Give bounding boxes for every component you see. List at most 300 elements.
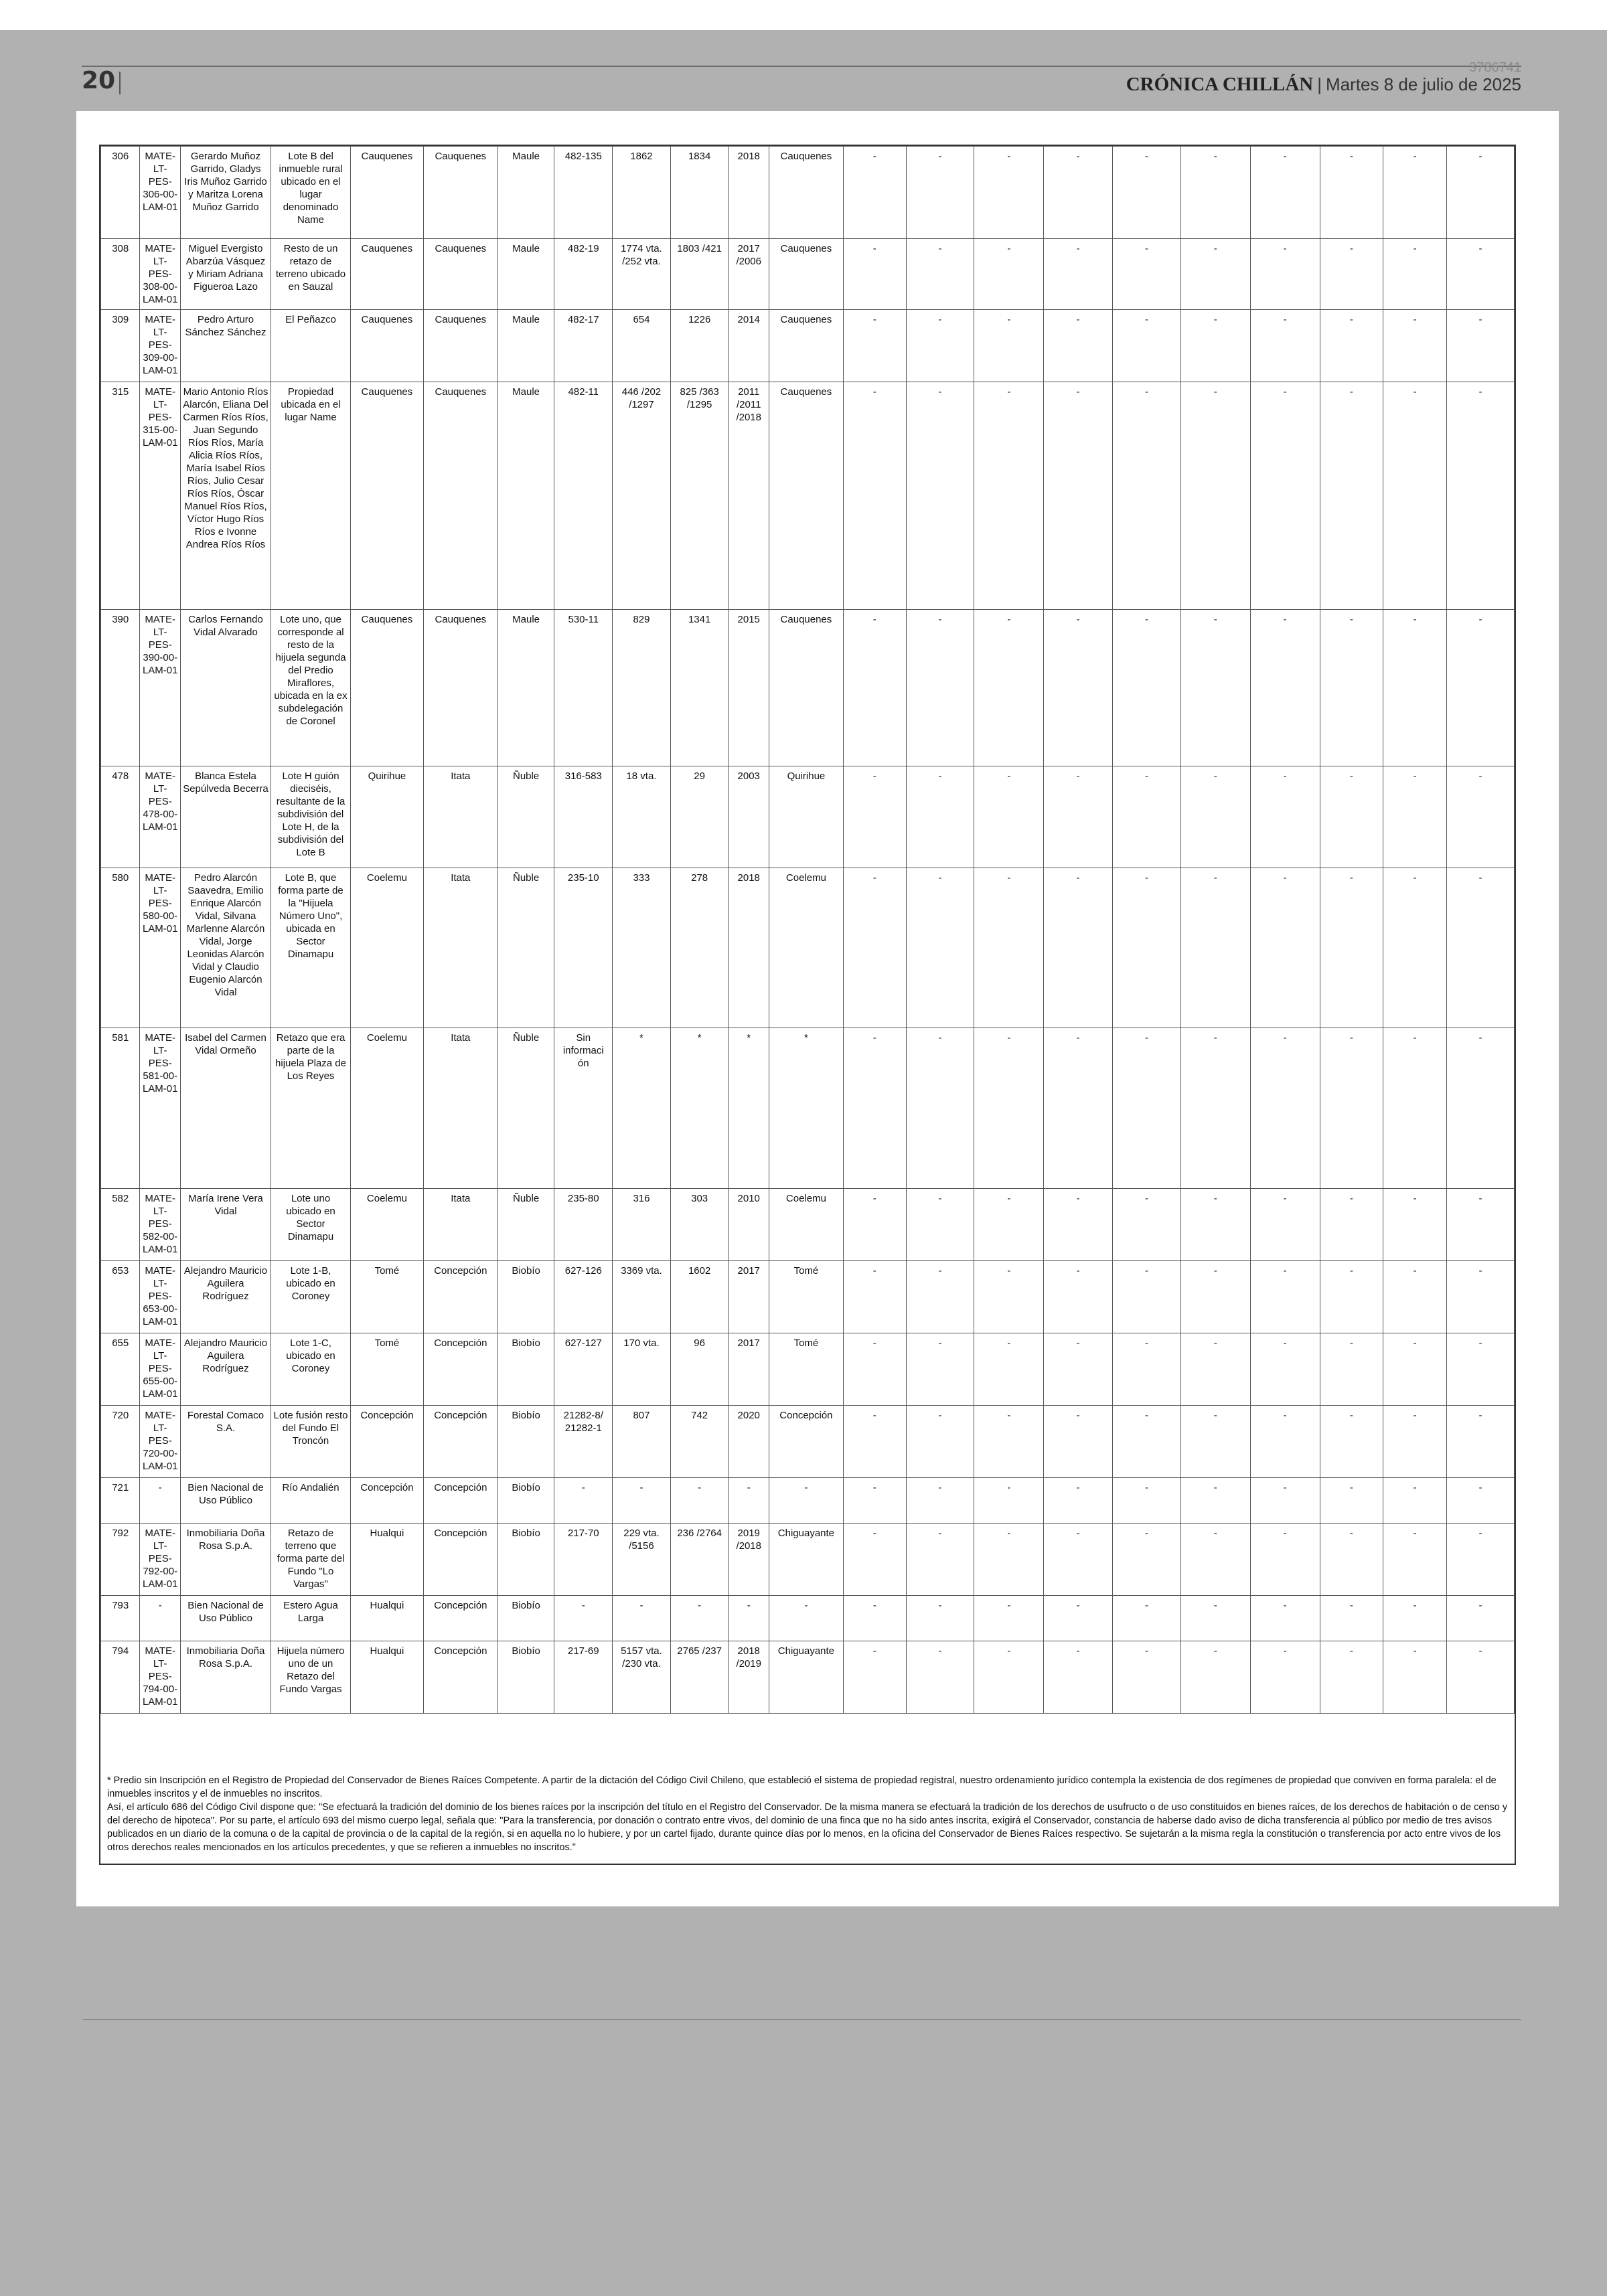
cell-number: 2765 /237: [670, 1641, 729, 1714]
cell-c19: -: [1250, 1596, 1320, 1641]
cell-c19: -: [1250, 310, 1320, 382]
cell-owner: Alejandro Mauricio Aguilera Rodríguez: [180, 1333, 271, 1406]
table-row: [101, 868, 1515, 1028]
cell-registry: Coelemu: [769, 868, 843, 1028]
cell-c20: -: [1320, 239, 1383, 310]
cell-region: Ñuble: [498, 766, 554, 868]
cell-c13: -: [843, 610, 906, 766]
cell-id: 721: [101, 1478, 140, 1524]
cell-c21: -: [1383, 239, 1447, 310]
cell-description: Retazo de terreno que forma parte del Fundo "Lo Vargas": [271, 1524, 351, 1596]
cell-c22: -: [1447, 382, 1515, 610]
cell-number: 96: [670, 1333, 729, 1406]
cell-number: *: [670, 1028, 729, 1189]
cell-region: Ñuble: [498, 1028, 554, 1189]
cell-owner: Mario Antonio Ríos Alarcón, Eliana Del Carmen Ríos Ríos, Juan Segundo Ríos Ríos, María Alicia Ríos Ríos, María Isabel Ríos Ríos, Julio Cesar Ríos Ríos, Óscar Manuel Ríos Ríos, Víctor Hugo Ríos Ríos e Ivonne Andrea Ríos Ríos: [180, 382, 271, 610]
document-code: 3786741: [1469, 60, 1521, 75]
cell-c15: -: [974, 1189, 1044, 1261]
cell-c19: -: [1250, 1641, 1320, 1714]
cell-fojas: 807: [613, 1406, 671, 1478]
cell-code: MATE-LT-PES-306-00-LAM-01: [140, 147, 180, 239]
cell-c13: -: [843, 1406, 906, 1478]
cell-c17: -: [1113, 1028, 1181, 1189]
cell-owner: Alejandro Mauricio Aguilera Rodríguez: [180, 1261, 271, 1333]
cell-role: 235-80: [554, 1189, 613, 1261]
cell-c13: -: [843, 1261, 906, 1333]
cell-c21: -: [1383, 766, 1447, 868]
cell-description: Lote uno, que corresponde al resto de la hijuela segunda del Predio Miraflores, ubicada en la ex subdelegación de Coronel: [271, 610, 351, 766]
cell-owner: Bien Nacional de Uso Público: [180, 1596, 271, 1641]
cell-c20: -: [1320, 147, 1383, 239]
cell-description: Lote 1-C, ubicado en Coroney: [271, 1333, 351, 1406]
cell-c17: -: [1113, 1524, 1181, 1596]
cell-year: 2020: [729, 1406, 769, 1478]
cell-c16: -: [1044, 310, 1113, 382]
cell-c15: -: [974, 382, 1044, 610]
cell-registry: *: [769, 1028, 843, 1189]
cell-year: 2018: [729, 868, 769, 1028]
cell-c20: -: [1320, 1478, 1383, 1524]
cell-number: 236 /2764: [670, 1524, 729, 1596]
cell-year: -: [729, 1478, 769, 1524]
cell-c19: -: [1250, 1028, 1320, 1189]
cell-code: -: [140, 1596, 180, 1641]
cell-id: 309: [101, 310, 140, 382]
cell-c21: -: [1383, 1524, 1447, 1596]
cell-c22: -: [1447, 1028, 1515, 1189]
cell-registry: Cauquenes: [769, 310, 843, 382]
cell-fojas: -: [613, 1478, 671, 1524]
cell-commune: Hualqui: [350, 1641, 423, 1714]
table-row: [101, 1641, 1515, 1714]
table-row: [101, 1596, 1515, 1641]
cell-c17: -: [1113, 610, 1181, 766]
cell-c17: -: [1113, 1189, 1181, 1261]
cell-commune: Hualqui: [350, 1596, 423, 1641]
cell-id: 306: [101, 147, 140, 239]
cell-c19: -: [1250, 1189, 1320, 1261]
bottom-rule: [83, 2019, 1521, 2020]
cell-commune: Hualqui: [350, 1524, 423, 1596]
property-table-body: [101, 147, 1515, 1714]
cell-c17: -: [1113, 1596, 1181, 1641]
cell-description: Lote B, que forma parte de la "Hijuela Número Uno", ubicada en Sector Dinamapu: [271, 868, 351, 1028]
cell-c15: -: [974, 310, 1044, 382]
newspaper-name: CRÓNICA CHILLÁN: [1126, 74, 1314, 95]
cell-c18: -: [1180, 1261, 1250, 1333]
cell-role: 482-17: [554, 310, 613, 382]
cell-c13: -: [843, 868, 906, 1028]
cell-c20: -: [1320, 610, 1383, 766]
page-number: 20: [82, 67, 116, 94]
cell-code: MATE-LT-PES-390-00-LAM-01: [140, 610, 180, 766]
cell-number: 278: [670, 868, 729, 1028]
cell-c15: -: [974, 1524, 1044, 1596]
cell-owner: María Irene Vera Vidal: [180, 1189, 271, 1261]
cell-c21: -: [1383, 1189, 1447, 1261]
cell-c16: -: [1044, 382, 1113, 610]
cell-registry: Cauquenes: [769, 610, 843, 766]
cell-c13: -: [843, 1524, 906, 1596]
cell-c15: -: [974, 147, 1044, 239]
cell-fojas: 1774 vta. /252 vta.: [613, 239, 671, 310]
cell-c20: -: [1320, 310, 1383, 382]
cell-c19: -: [1250, 147, 1320, 239]
table-row: [101, 1028, 1515, 1189]
cell-c17: -: [1113, 868, 1181, 1028]
cell-c22: -: [1447, 1333, 1515, 1406]
table-row: [101, 310, 1515, 382]
table-row: [101, 1261, 1515, 1333]
cell-description: Lote uno ubicado en Sector Dinamapu: [271, 1189, 351, 1261]
cell-year: 2018 /2019: [729, 1641, 769, 1714]
cell-role: 235-10: [554, 868, 613, 1028]
cell-c17: -: [1113, 1406, 1181, 1478]
cell-description: Resto de un retazo de terreno ubicado en Sauzal: [271, 239, 351, 310]
cell-c22: -: [1447, 1641, 1515, 1714]
cell-description: Hijuela número uno de un Retazo del Fundo Vargas: [271, 1641, 351, 1714]
cell-c18: -: [1180, 239, 1250, 310]
cell-commune: Tomé: [350, 1333, 423, 1406]
cell-number: 1602: [670, 1261, 729, 1333]
cell-c18: -: [1180, 766, 1250, 868]
cell-description: Lote B del inmueble rural ubicado en el lugar denominado Name: [271, 147, 351, 239]
cell-role: 217-70: [554, 1524, 613, 1596]
cell-year: 2010: [729, 1189, 769, 1261]
cell-c18: -: [1180, 1028, 1250, 1189]
publication-date: Martes 8 de julio de 2025: [1326, 74, 1521, 94]
cell-c14: -: [906, 766, 974, 868]
cell-c20: -: [1320, 1596, 1383, 1641]
cell-c19: -: [1250, 382, 1320, 610]
cell-region: Maule: [498, 239, 554, 310]
cell-number: 29: [670, 766, 729, 868]
cell-role: 482-19: [554, 239, 613, 310]
cell-commune: Concepción: [350, 1478, 423, 1524]
table-row: [101, 610, 1515, 766]
cell-id: 580: [101, 868, 140, 1028]
cell-id: 655: [101, 1333, 140, 1406]
cell-c14: -: [906, 610, 974, 766]
cell-registry: Cauquenes: [769, 147, 843, 239]
table-row: [101, 147, 1515, 239]
cell-role: 627-127: [554, 1333, 613, 1406]
cell-c15: -: [974, 1641, 1044, 1714]
cell-province: Concepción: [423, 1524, 498, 1596]
cell-fojas: 829: [613, 610, 671, 766]
table-row: [101, 766, 1515, 868]
cell-c20: -: [1320, 766, 1383, 868]
page-sheet: [76, 111, 1559, 1906]
cell-province: Concepción: [423, 1641, 498, 1714]
cell-region: Biobío: [498, 1641, 554, 1714]
cell-c15: -: [974, 1406, 1044, 1478]
page-number-divider: [119, 72, 121, 94]
cell-c17: -: [1113, 239, 1181, 310]
cell-c19: -: [1250, 1333, 1320, 1406]
cell-year: 2017 /2006: [729, 239, 769, 310]
cell-number: 1341: [670, 610, 729, 766]
cell-owner: Inmobiliaria Doña Rosa S.p.A.: [180, 1524, 271, 1596]
cell-c16: -: [1044, 1524, 1113, 1596]
cell-year: 2019 /2018: [729, 1524, 769, 1596]
cell-fojas: -: [613, 1596, 671, 1641]
cell-c21: -: [1383, 1028, 1447, 1189]
cell-c20: -: [1320, 382, 1383, 610]
cell-number: 303: [670, 1189, 729, 1261]
cell-c21: -: [1383, 147, 1447, 239]
cell-c14: -: [906, 1641, 974, 1714]
cell-commune: Cauquenes: [350, 610, 423, 766]
cell-code: MATE-LT-PES-792-00-LAM-01: [140, 1524, 180, 1596]
cell-id: 478: [101, 766, 140, 868]
cell-commune: Coelemu: [350, 1028, 423, 1189]
cell-province: Cauquenes: [423, 382, 498, 610]
cell-c13: -: [843, 1189, 906, 1261]
cell-fojas: 229 vta. /5156: [613, 1524, 671, 1596]
cell-role: 217-69: [554, 1641, 613, 1714]
cell-province: Concepción: [423, 1406, 498, 1478]
cell-c21: -: [1383, 1406, 1447, 1478]
cell-region: Ñuble: [498, 1189, 554, 1261]
cell-c22: -: [1447, 1261, 1515, 1333]
cell-code: MATE-LT-PES-315-00-LAM-01: [140, 382, 180, 610]
cell-commune: Tomé: [350, 1261, 423, 1333]
cell-region: Maule: [498, 610, 554, 766]
cell-province: Itata: [423, 766, 498, 868]
cell-year: 2015: [729, 610, 769, 766]
cell-c16: -: [1044, 868, 1113, 1028]
cell-c13: -: [843, 382, 906, 610]
cell-c14: -: [906, 310, 974, 382]
cell-year: *: [729, 1028, 769, 1189]
cell-c20: -: [1320, 1406, 1383, 1478]
cell-c17: -: [1113, 1333, 1181, 1406]
cell-c13: -: [843, 310, 906, 382]
cell-id: 720: [101, 1406, 140, 1478]
cell-province: Cauquenes: [423, 310, 498, 382]
cell-c15: -: [974, 868, 1044, 1028]
cell-registry: Tomé: [769, 1261, 843, 1333]
cell-c21: -: [1383, 1641, 1447, 1714]
cell-description: Estero Agua Larga: [271, 1596, 351, 1641]
cell-c16: -: [1044, 147, 1113, 239]
cell-c13: -: [843, 147, 906, 239]
cell-owner: Pedro Alarcón Saavedra, Emilio Enrique Alarcón Vidal, Silvana Marlenne Alarcón Vidal, Jorge Leonidas Alarcón Vidal y Claudio Eugenio Alarcón Vidal: [180, 868, 271, 1028]
cell-c20: -: [1320, 1333, 1383, 1406]
cell-number: 742: [670, 1406, 729, 1478]
cell-code: MATE-LT-PES-308-00-LAM-01: [140, 239, 180, 310]
cell-c14: -: [906, 239, 974, 310]
cell-c17: -: [1113, 1641, 1181, 1714]
cell-fojas: 1862: [613, 147, 671, 239]
cell-c16: -: [1044, 1478, 1113, 1524]
cell-c19: -: [1250, 766, 1320, 868]
cell-number: 1226: [670, 310, 729, 382]
cell-fojas: 170 vta.: [613, 1333, 671, 1406]
cell-c16: -: [1044, 239, 1113, 310]
cell-province: Itata: [423, 1028, 498, 1189]
masthead: [1126, 74, 1521, 96]
cell-number: -: [670, 1596, 729, 1641]
cell-region: Biobío: [498, 1333, 554, 1406]
cell-c17: -: [1113, 1478, 1181, 1524]
cell-province: Concepción: [423, 1478, 498, 1524]
cell-commune: Quirihue: [350, 766, 423, 868]
cell-c15: -: [974, 1333, 1044, 1406]
cell-role: -: [554, 1596, 613, 1641]
cell-region: Maule: [498, 382, 554, 610]
cell-c20: -: [1320, 1261, 1383, 1333]
cell-region: Biobío: [498, 1478, 554, 1524]
cell-description: Propiedad ubicada en el lugar Name: [271, 382, 351, 610]
masthead-separator: |: [1317, 74, 1322, 94]
cell-id: 581: [101, 1028, 140, 1189]
cell-c14: -: [906, 1596, 974, 1641]
cell-registry: Cauquenes: [769, 239, 843, 310]
cell-fojas: *: [613, 1028, 671, 1189]
cell-commune: Cauquenes: [350, 147, 423, 239]
cell-c18: -: [1180, 1406, 1250, 1478]
cell-c22: -: [1447, 1596, 1515, 1641]
cell-c22: -: [1447, 1189, 1515, 1261]
cell-c18: -: [1180, 1641, 1250, 1714]
cell-registry: Concepción: [769, 1406, 843, 1478]
cell-c17: -: [1113, 382, 1181, 610]
cell-number: 1834: [670, 147, 729, 239]
cell-c13: -: [843, 1333, 906, 1406]
cell-c19: -: [1250, 1261, 1320, 1333]
cell-code: MATE-LT-PES-653-00-LAM-01: [140, 1261, 180, 1333]
cell-code: MATE-LT-PES-580-00-LAM-01: [140, 868, 180, 1028]
cell-c21: -: [1383, 310, 1447, 382]
cell-c16: -: [1044, 1189, 1113, 1261]
cell-c19: -: [1250, 610, 1320, 766]
cell-c20: -: [1320, 1641, 1383, 1714]
cell-id: 390: [101, 610, 140, 766]
cell-region: Maule: [498, 147, 554, 239]
cell-fojas: 316: [613, 1189, 671, 1261]
cell-c16: -: [1044, 1641, 1113, 1714]
cell-code: MATE-LT-PES-794-00-LAM-01: [140, 1641, 180, 1714]
cell-code: MATE-LT-PES-581-00-LAM-01: [140, 1028, 180, 1189]
cell-year: 2018: [729, 147, 769, 239]
cell-c19: -: [1250, 239, 1320, 310]
cell-year: 2003: [729, 766, 769, 868]
cell-province: Itata: [423, 1189, 498, 1261]
cell-fojas: 654: [613, 310, 671, 382]
cell-c16: -: [1044, 1406, 1113, 1478]
cell-id: 315: [101, 382, 140, 610]
cell-id: 582: [101, 1189, 140, 1261]
cell-c18: -: [1180, 1189, 1250, 1261]
cell-c16: -: [1044, 610, 1113, 766]
cell-c16: -: [1044, 1028, 1113, 1189]
cell-c22: -: [1447, 766, 1515, 868]
cell-c21: -: [1383, 382, 1447, 610]
cell-c14: -: [906, 868, 974, 1028]
cell-year: 2017: [729, 1261, 769, 1333]
cell-c18: -: [1180, 1333, 1250, 1406]
cell-c14: -: [906, 1333, 974, 1406]
cell-fojas: 446 /202 /1297: [613, 382, 671, 610]
cell-c17: -: [1113, 147, 1181, 239]
cell-c15: -: [974, 610, 1044, 766]
cell-role: 21282-8/ 21282-1: [554, 1406, 613, 1478]
cell-c17: -: [1113, 766, 1181, 868]
cell-region: Biobío: [498, 1596, 554, 1641]
cell-c18: -: [1180, 382, 1250, 610]
cell-commune: Cauquenes: [350, 239, 423, 310]
cell-c15: -: [974, 239, 1044, 310]
cell-registry: Quirihue: [769, 766, 843, 868]
cell-c18: -: [1180, 147, 1250, 239]
cell-description: Retazo que era parte de la hijuela Plaza de Los Reyes: [271, 1028, 351, 1189]
cell-commune: Coelemu: [350, 1189, 423, 1261]
cell-year: -: [729, 1596, 769, 1641]
cell-commune: Cauquenes: [350, 382, 423, 610]
cell-region: Biobío: [498, 1406, 554, 1478]
cell-region: Maule: [498, 310, 554, 382]
cell-code: MATE-LT-PES-478-00-LAM-01: [140, 766, 180, 868]
cell-role: 482-11: [554, 382, 613, 610]
cell-owner: Forestal Comaco S.A.: [180, 1406, 271, 1478]
cell-c15: -: [974, 1261, 1044, 1333]
cell-c22: -: [1447, 147, 1515, 239]
table-row: [101, 1333, 1515, 1406]
cell-commune: Cauquenes: [350, 310, 423, 382]
cell-c13: -: [843, 1641, 906, 1714]
table-row: [101, 1478, 1515, 1524]
top-white-strip: [0, 0, 1607, 30]
cell-c16: -: [1044, 1333, 1113, 1406]
cell-commune: Coelemu: [350, 868, 423, 1028]
cell-number: 1803 /421: [670, 239, 729, 310]
cell-c14: -: [906, 1028, 974, 1189]
cell-id: 793: [101, 1596, 140, 1641]
cell-c22: -: [1447, 868, 1515, 1028]
cell-province: Concepción: [423, 1596, 498, 1641]
cell-c14: -: [906, 1478, 974, 1524]
cell-description: Lote fusión resto del Fundo El Troncón: [271, 1406, 351, 1478]
cell-c14: -: [906, 382, 974, 610]
cell-c14: -: [906, 1406, 974, 1478]
cell-id: 794: [101, 1641, 140, 1714]
cell-fojas: 333: [613, 868, 671, 1028]
cell-c14: -: [906, 147, 974, 239]
cell-code: MATE-LT-PES-309-00-LAM-01: [140, 310, 180, 382]
cell-c21: -: [1383, 1596, 1447, 1641]
cell-year: 2017: [729, 1333, 769, 1406]
cell-region: Biobío: [498, 1261, 554, 1333]
cell-c18: -: [1180, 310, 1250, 382]
cell-c15: -: [974, 1596, 1044, 1641]
cell-province: Cauquenes: [423, 147, 498, 239]
cell-description: Lote 1-B, ubicado en Coroney: [271, 1261, 351, 1333]
table-row: [101, 1524, 1515, 1596]
cell-c19: -: [1250, 1524, 1320, 1596]
cell-code: -: [140, 1478, 180, 1524]
cell-c18: -: [1180, 868, 1250, 1028]
cell-id: 653: [101, 1261, 140, 1333]
cell-role: -: [554, 1478, 613, 1524]
cell-c21: -: [1383, 610, 1447, 766]
cell-owner: Inmobiliaria Doña Rosa S.p.A.: [180, 1641, 271, 1714]
cell-region: Ñuble: [498, 868, 554, 1028]
cell-id: 792: [101, 1524, 140, 1596]
cell-c19: -: [1250, 1478, 1320, 1524]
cell-year: 2011 /2011 /2018: [729, 382, 769, 610]
